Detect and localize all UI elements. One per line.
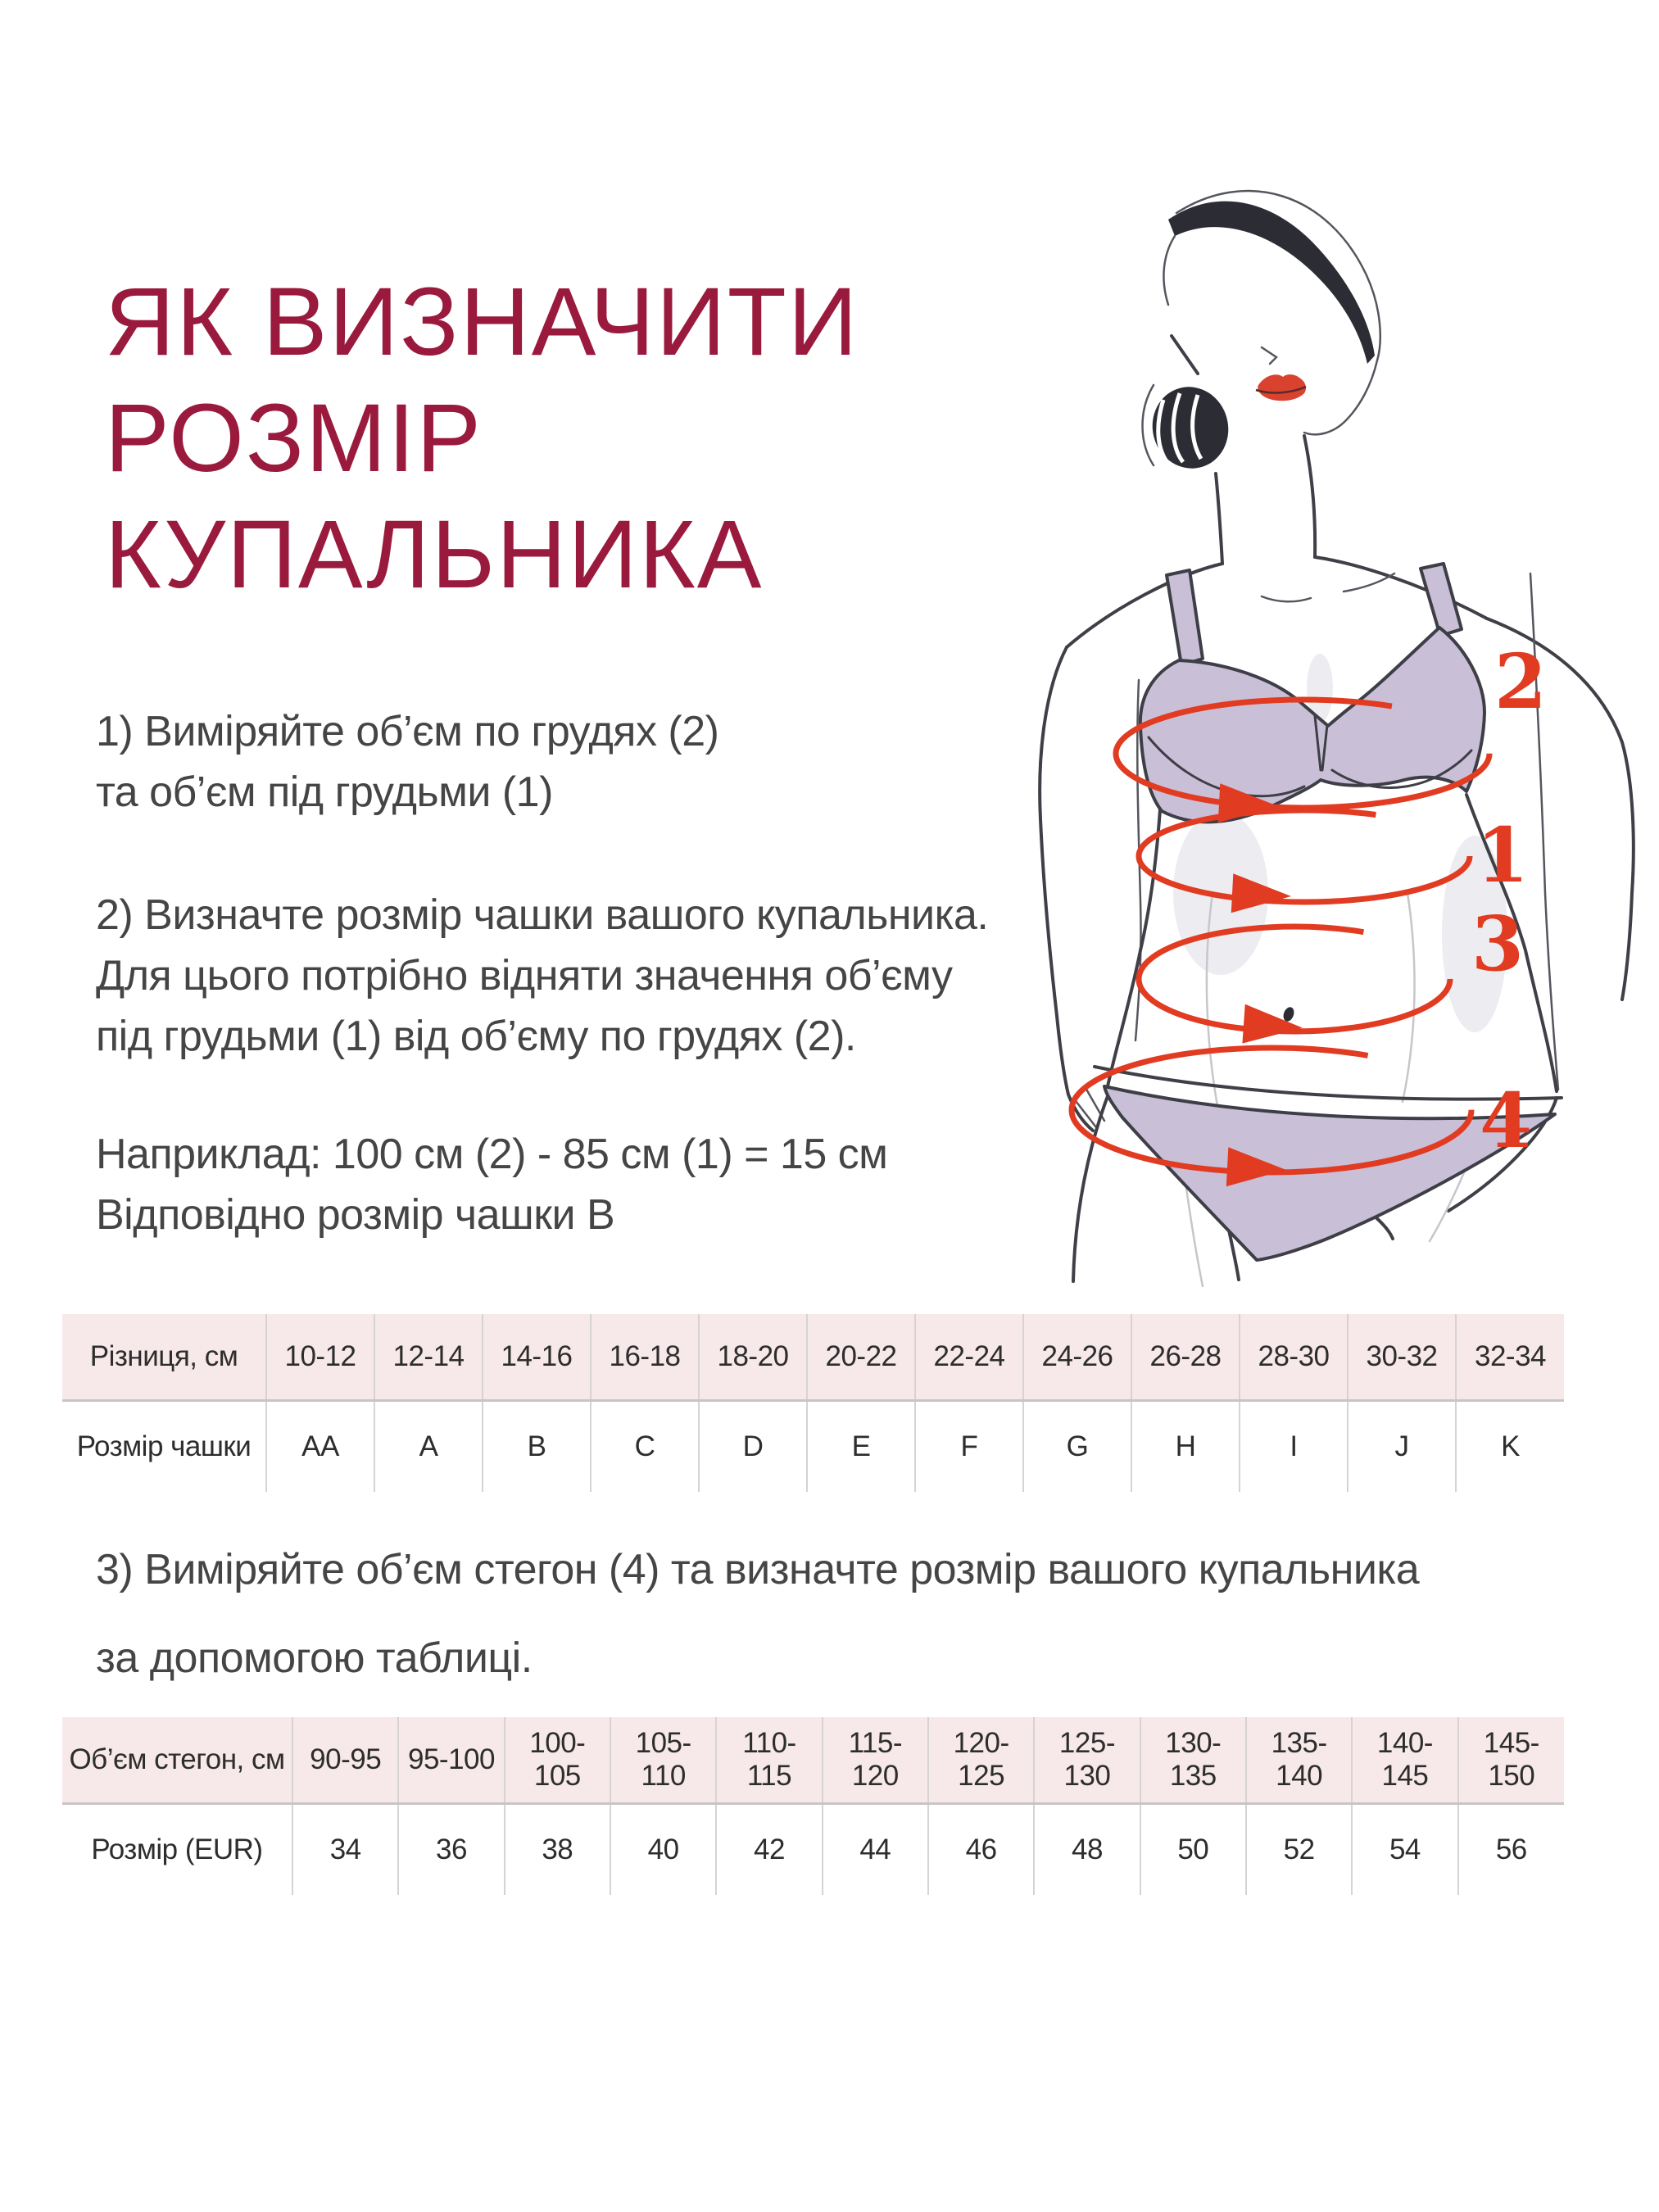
table-cell: AA — [266, 1401, 374, 1493]
table-cell: 140-145 — [1352, 1717, 1457, 1804]
ear-line — [1172, 336, 1198, 374]
measurement-illustration — [1016, 115, 1659, 1335]
table-cell: 56 — [1458, 1804, 1564, 1896]
measure-ellipse-waist — [1139, 927, 1450, 1031]
table-cell: 130-135 — [1140, 1717, 1246, 1804]
table-cell: 52 — [1246, 1804, 1352, 1896]
neck-left — [1216, 474, 1222, 564]
leg-left-outer — [1073, 1090, 1110, 1281]
instruction-step-2 — [96, 885, 988, 1067]
table-cell: D — [699, 1401, 807, 1493]
table-cell: 32-34 — [1456, 1314, 1564, 1401]
table-cell: H — [1131, 1401, 1240, 1493]
table-cell: 48 — [1034, 1804, 1140, 1896]
torso-left — [1108, 809, 1160, 1086]
table-cell: 135-140 — [1246, 1717, 1352, 1804]
eur-size-table — [62, 1717, 1564, 1895]
woman-line-drawing — [1016, 115, 1659, 1335]
lips — [1258, 374, 1306, 401]
table-cell: K — [1456, 1401, 1564, 1493]
table-cell: 125-130 — [1034, 1717, 1140, 1804]
torso-crease-right — [1403, 893, 1415, 1102]
table-row — [62, 1804, 1564, 1896]
neck-right — [1304, 436, 1315, 557]
row-label: Розмір чашки — [62, 1401, 266, 1493]
table-cell: J — [1348, 1401, 1456, 1493]
table-cell: 20-22 — [807, 1314, 915, 1401]
text-line: Наприклад: 100 см (2) - 85 см (1) = 15 см — [96, 1131, 888, 1178]
table-cell: 14-16 — [483, 1314, 591, 1401]
table-cell: 10-12 — [266, 1314, 374, 1401]
table-cell: 42 — [716, 1804, 822, 1896]
table-cell: 44 — [823, 1804, 928, 1896]
nose-line — [1262, 347, 1276, 364]
row-label: Розмір (EUR) — [62, 1804, 292, 1896]
table-cell: 54 — [1352, 1804, 1457, 1896]
arrow-waist-icon — [1242, 1004, 1303, 1048]
table-cell: 105-110 — [610, 1717, 716, 1804]
table-cell: 110-115 — [716, 1717, 822, 1804]
table-cell: A — [374, 1401, 483, 1493]
table-cell: 115-120 — [823, 1717, 928, 1804]
bra-strap-left — [1167, 570, 1203, 665]
table-cell: 145-150 — [1458, 1717, 1564, 1804]
row-label: Об’єм стегон, см — [62, 1717, 292, 1804]
table-cell: 24-26 — [1023, 1314, 1131, 1401]
table-cell: 38 — [505, 1804, 610, 1896]
table-cell: 12-14 — [374, 1314, 483, 1401]
text-line: 1) Виміряйте об’єм по грудях (2) — [96, 708, 719, 755]
table-cell: 40 — [610, 1804, 716, 1896]
text-line: РОЗМІР — [105, 384, 483, 492]
text-line: за допомогою таблиці. — [96, 1634, 533, 1682]
text-line: ЯК ВИЗНАЧИТИ — [105, 268, 859, 376]
arm-left-outer — [1040, 647, 1093, 1131]
table-cell: 95-100 — [398, 1717, 504, 1804]
table-cell: 120-125 — [928, 1717, 1034, 1804]
table-row — [62, 1401, 1564, 1493]
cup-size-table — [62, 1314, 1564, 1492]
bra-strap-right — [1421, 564, 1462, 636]
measure-label-bust: 2 — [1494, 637, 1548, 726]
text-line: та об’єм під грудьми (1) — [96, 768, 553, 816]
instruction-step-1 — [96, 701, 718, 823]
table-cell: 30-32 — [1348, 1314, 1456, 1401]
table-cell: 36 — [398, 1804, 504, 1896]
table-cell: 90-95 — [292, 1717, 398, 1804]
table-cell: 46 — [928, 1804, 1034, 1896]
instruction-step-3 — [96, 1525, 1419, 1702]
text-line: Відповідно розмір чашки B — [96, 1191, 615, 1239]
table-cell: 26-28 — [1131, 1314, 1240, 1401]
table-cell: B — [483, 1401, 591, 1493]
table-cell: G — [1023, 1401, 1131, 1493]
table-cell: 22-24 — [915, 1314, 1023, 1401]
text-line: КУПАЛЬНИКА — [105, 501, 764, 609]
collarbones — [1262, 573, 1394, 601]
head — [1143, 191, 1380, 477]
measure-label-waist: 3 — [1471, 900, 1525, 988]
table-cell: 18-20 — [699, 1314, 807, 1401]
measure-label-hips: 4 — [1480, 1077, 1533, 1165]
text-line: під грудьми (1) від об’єму по грудях (2). — [96, 1013, 856, 1060]
table-cell: 50 — [1140, 1804, 1246, 1896]
table-cell: F — [915, 1401, 1023, 1493]
hair-wisp — [1163, 236, 1175, 305]
text-line: 2) Визначте розмір чашки вашого купальника. — [96, 891, 989, 939]
text-line: Для цього потрібно відняти значення об’єму — [96, 952, 953, 999]
hair-swirl — [1168, 202, 1375, 364]
page-title — [105, 264, 859, 613]
table-cell: 16-18 — [591, 1314, 699, 1401]
table-cell: 100-105 — [505, 1717, 610, 1804]
row-label: Різниця, см — [62, 1314, 266, 1401]
table-cell: 34 — [292, 1804, 398, 1896]
table-row — [62, 1717, 1564, 1804]
table-cell: C — [591, 1401, 699, 1493]
measure-label-underbust: 1 — [1476, 811, 1530, 900]
text-line: 3) Виміряйте об’єм стегон (4) та визначте розмір вашого купальника — [96, 1546, 1420, 1593]
table-cell: 28-30 — [1240, 1314, 1348, 1401]
bun-stray-hair — [1143, 385, 1154, 465]
shoulder-right — [1315, 557, 1487, 619]
table-cell: I — [1240, 1401, 1348, 1493]
table-cell: E — [807, 1401, 915, 1493]
example-text — [96, 1124, 887, 1245]
